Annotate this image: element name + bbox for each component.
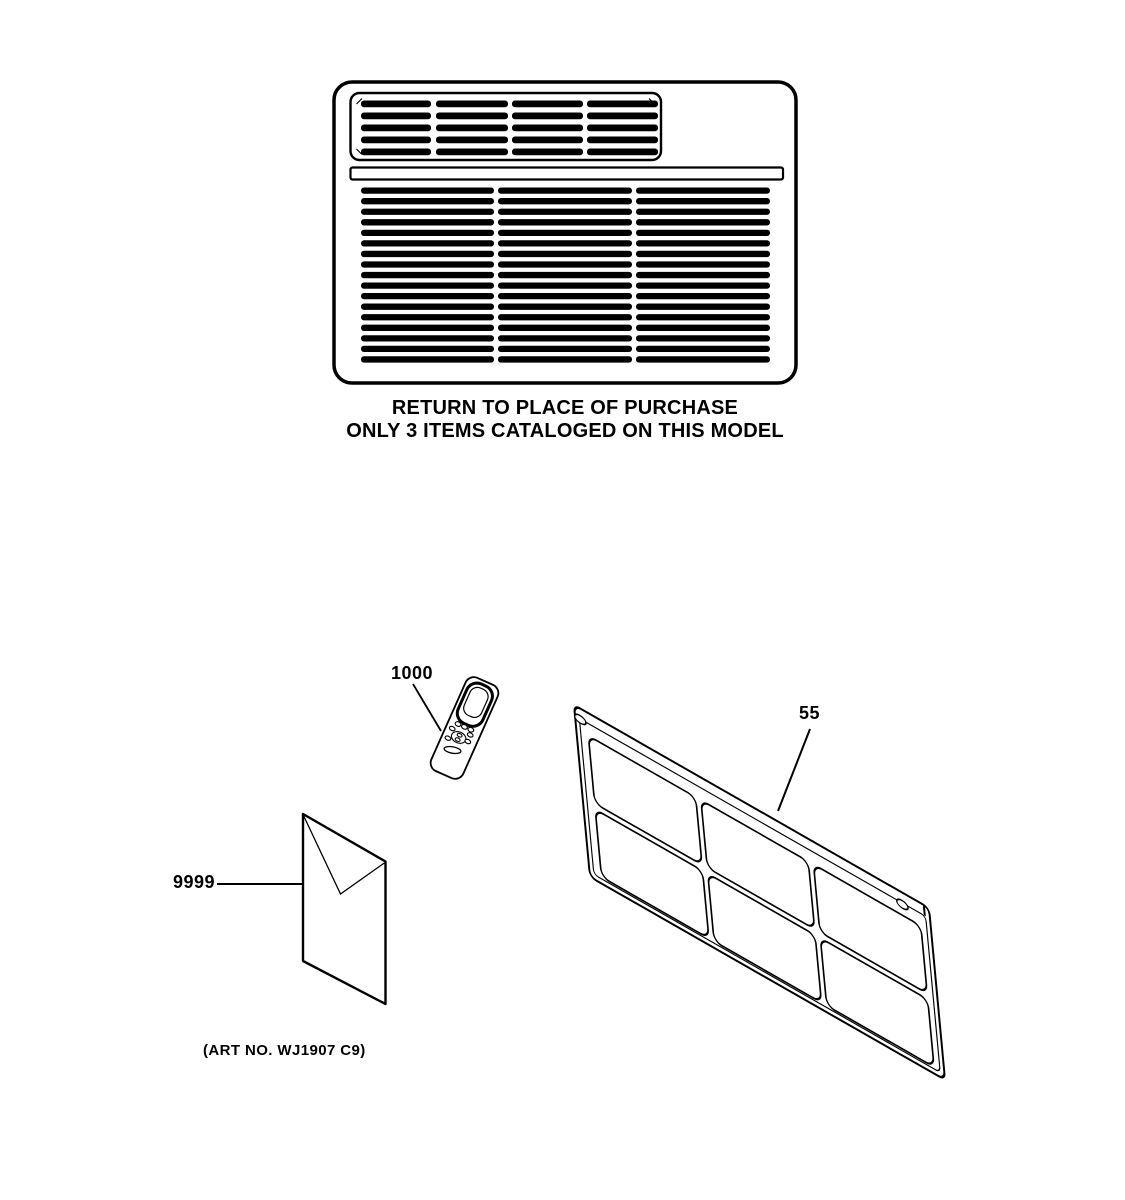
grille-slat (636, 304, 770, 310)
grille-slat (636, 209, 770, 215)
art-number: (ART NO. WJ1907 C9) (203, 1042, 366, 1059)
grille-slat (498, 219, 632, 225)
grille-slat (361, 314, 494, 320)
grille-slat (512, 149, 583, 156)
grille-slat (587, 101, 658, 108)
air-filter-drawing (574, 705, 945, 1080)
grille-slat (587, 137, 658, 144)
grille-slat (361, 137, 431, 144)
grille-slat (498, 282, 632, 288)
grille-slat (436, 101, 508, 108)
grille-slat (498, 240, 632, 246)
envelope-body (303, 814, 386, 1004)
grille-slat (361, 293, 494, 299)
grille-slat (361, 335, 494, 341)
leader-line-55 (778, 729, 810, 811)
ac-divider-bar (351, 168, 784, 180)
grille-slat (361, 272, 494, 278)
grille-slat (636, 314, 770, 320)
grille-slat (512, 113, 583, 120)
envelope-drawing (303, 814, 386, 1004)
air-conditioner-front-drawing (334, 82, 796, 383)
callout-label-literature-envelope: 9999 (173, 872, 216, 892)
grille-slat (636, 293, 770, 299)
grille-slat (361, 325, 494, 331)
grille-slat (636, 335, 770, 341)
return-note-line2: ONLY 3 ITEMS CATALOGED ON THIS MODEL (346, 420, 784, 442)
grille-slat (361, 113, 431, 120)
leader-line-1000 (413, 684, 441, 731)
grille-slat (361, 219, 494, 225)
grille-slat (636, 219, 770, 225)
grille-slat (498, 272, 632, 278)
grille-slat (636, 198, 770, 204)
grille-slat (636, 251, 770, 257)
grille-slat (361, 282, 494, 288)
grille-slat (498, 198, 632, 204)
ac-main-grille-slats (361, 188, 770, 363)
grille-slat (636, 261, 770, 267)
grille-slat (498, 335, 632, 341)
grille-slat (498, 209, 632, 215)
grille-slat (512, 125, 583, 132)
grille-slat (498, 188, 632, 194)
callout-label-remote-control: 1000 (391, 663, 434, 683)
grille-slat (361, 149, 431, 156)
grille-slat (512, 101, 583, 108)
grille-slat (636, 325, 770, 331)
grille-slat (636, 240, 770, 246)
grille-slat (361, 125, 431, 132)
grille-slat (361, 240, 494, 246)
grille-slat (361, 356, 494, 362)
return-note-line1: RETURN TO PLACE OF PURCHASE (391, 397, 739, 419)
grille-slat (636, 346, 770, 352)
grille-slat (498, 346, 632, 352)
grille-slat (587, 113, 658, 120)
grille-slat (587, 125, 658, 132)
grille-slat (436, 113, 508, 120)
grille-slat (636, 282, 770, 288)
grille-slat (436, 137, 508, 144)
grille-slat (636, 356, 770, 362)
grille-slat (498, 314, 632, 320)
grille-slat (361, 251, 494, 257)
grille-slat (498, 230, 632, 236)
grille-slat (498, 304, 632, 310)
grille-slat (361, 304, 494, 310)
grille-slat (636, 272, 770, 278)
grille-slat (361, 198, 494, 204)
grille-slat (498, 261, 632, 267)
grille-slat (361, 188, 494, 194)
grille-slat (361, 261, 494, 267)
grille-slat (498, 293, 632, 299)
return-note (312, 397, 818, 443)
grille-slat (512, 137, 583, 144)
grille-slat (436, 125, 508, 132)
grille-slat (587, 149, 658, 156)
grille-slat (498, 251, 632, 257)
grille-slat (361, 101, 431, 108)
grille-slat (636, 188, 770, 194)
callout-label-air-filter: 55 (799, 703, 821, 723)
grille-slat (498, 356, 632, 362)
grille-slat (636, 230, 770, 236)
grille-slat (361, 230, 494, 236)
grille-slat (498, 325, 632, 331)
grille-slat (361, 209, 494, 215)
grille-slat (436, 149, 508, 156)
grille-slat (361, 346, 494, 352)
filter-end-notch (924, 905, 925, 915)
